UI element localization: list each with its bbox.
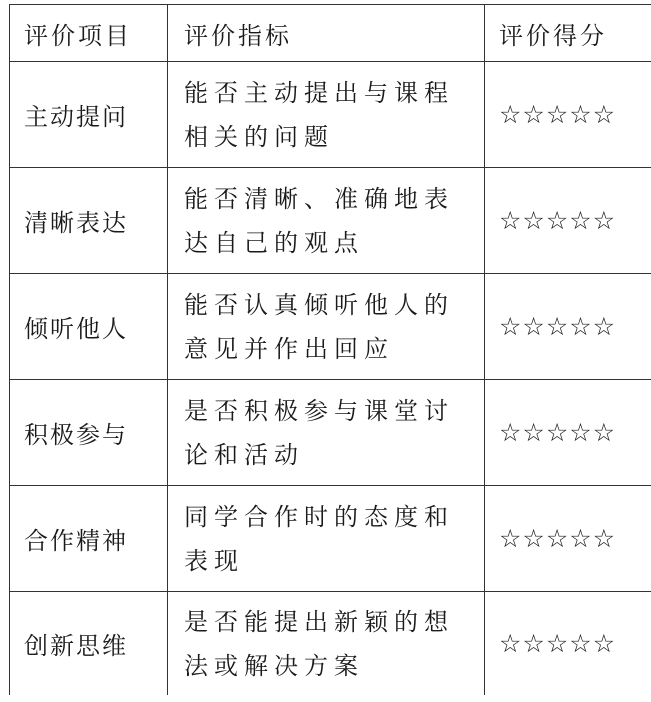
- score-stars[interactable]: ☆☆☆☆☆: [485, 274, 651, 380]
- table-row: [10, 592, 651, 696]
- evaluation-table-container: [9, 4, 651, 702]
- score-stars[interactable]: ☆☆☆☆☆: [485, 62, 651, 168]
- score-stars[interactable]: ☆☆☆☆☆: [485, 380, 651, 486]
- indicator-cell: 是否能提出新颖的想法或解决方案: [168, 592, 485, 696]
- score-stars[interactable]: ☆☆☆☆☆: [485, 168, 651, 274]
- score-stars[interactable]: ☆☆☆☆☆: [485, 592, 651, 696]
- indicator-cell: 能否认真倾听他人的意见并作出回应: [168, 274, 485, 380]
- item-cell: 倾听他人: [10, 274, 168, 380]
- header-evaluation-indicator: 评价指标: [168, 5, 485, 62]
- table-row: [10, 380, 651, 486]
- indicator-cell: 是否积极参与课堂讨论和活动: [168, 380, 485, 486]
- table-row: [10, 168, 651, 274]
- item-cell: 合作精神: [10, 486, 168, 592]
- table-row: [10, 486, 651, 592]
- item-cell: 积极参与: [10, 380, 168, 486]
- item-cell: 主动提问: [10, 62, 168, 168]
- indicator-cell: 能否主动提出与课程相关的问题: [168, 62, 485, 168]
- table-row: [10, 274, 651, 380]
- indicator-cell: 同学合作时的态度和表现: [168, 486, 485, 592]
- item-cell: 创新思维: [10, 592, 168, 696]
- header-evaluation-item: 评价项目: [10, 5, 168, 62]
- header-evaluation-score: 评价得分: [485, 5, 651, 62]
- score-stars[interactable]: ☆☆☆☆☆: [485, 486, 651, 592]
- item-cell: 清晰表达: [10, 168, 168, 274]
- indicator-cell: 能否清晰、准确地表达自己的观点: [168, 168, 485, 274]
- table-header-row: [10, 5, 651, 62]
- table-row: [10, 62, 651, 168]
- evaluation-table: [9, 4, 651, 695]
